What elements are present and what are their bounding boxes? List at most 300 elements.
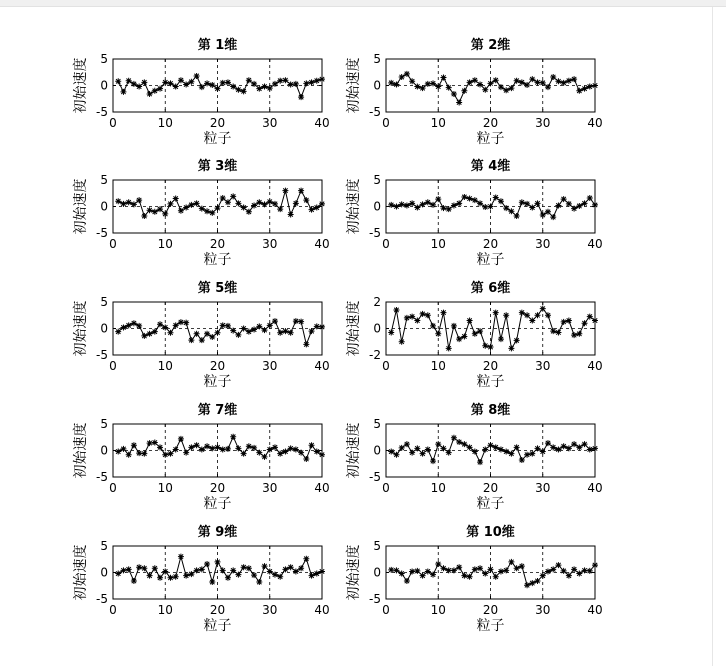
- chart-4-point-36: [571, 206, 577, 212]
- chart-4-point-12: [446, 206, 452, 212]
- chart-3-point-3: [126, 199, 132, 205]
- chart-6-point-32: [550, 328, 556, 334]
- chart-6-point-13: [451, 323, 457, 329]
- chart-8-point-27: [524, 452, 530, 458]
- chart-10-point-2: [393, 567, 399, 573]
- chart-5-point-4: [131, 320, 137, 326]
- chart-1-point-12: [173, 84, 179, 90]
- chart-3-point-25: [241, 205, 247, 211]
- chart-6-point-35: [566, 318, 572, 324]
- chart-6-point-20: [488, 344, 494, 350]
- chart-10-point-31: [545, 568, 551, 574]
- chart-2-point-25: [514, 78, 520, 84]
- chart-1-point-38: [309, 79, 315, 85]
- chart-7: [72, 402, 330, 512]
- chart-7-point-40: [319, 452, 325, 458]
- chart-5-point-18: [204, 331, 210, 337]
- chart-3-point-1: [115, 198, 121, 204]
- chart-9: [72, 524, 330, 634]
- chart-10-point-34: [561, 568, 567, 574]
- chart-8-ytick-label: -5: [369, 470, 381, 484]
- chart-2-point-15: [461, 88, 467, 94]
- chart-1-point-33: [282, 77, 288, 83]
- chart-5-point-20: [215, 330, 221, 336]
- chart-3-xtick-label: 0: [109, 237, 117, 251]
- chart-4-point-26: [519, 199, 525, 205]
- chart-4-point-31: [545, 209, 551, 215]
- chart-2-ytick-label: 0: [373, 78, 381, 93]
- chart-1-point-7: [147, 91, 153, 97]
- chart-4-point-28: [529, 205, 535, 211]
- chart-7-point-24: [235, 445, 241, 451]
- chart-7-point-39: [314, 449, 320, 455]
- chart-4-point-32: [550, 214, 556, 220]
- chart-2-ytick-label: -5: [369, 105, 381, 119]
- chart-10-point-40: [592, 562, 598, 568]
- chart-4: [345, 158, 603, 268]
- chart-7-point-22: [225, 446, 231, 452]
- chart-5-xtick-label: 40: [314, 359, 330, 373]
- chart-8-point-2: [393, 452, 399, 458]
- chart-8-title: 第 8维: [470, 403, 511, 418]
- chart-3-point-17: [199, 206, 205, 212]
- chart-2-point-26: [519, 79, 525, 85]
- chart-1-point-5: [136, 84, 142, 90]
- chart-2-point-14: [456, 99, 462, 105]
- chart-8-point-18: [477, 459, 483, 465]
- chart-2-point-38: [582, 86, 588, 92]
- chart-10-point-4: [404, 578, 410, 584]
- chart-2-point-3: [399, 74, 405, 80]
- chart-1-point-22: [225, 79, 231, 85]
- chart-10-title: 第 10维: [466, 525, 515, 540]
- chart-1-point-14: [183, 81, 189, 87]
- chart-6-ytick-label: -2: [369, 348, 381, 362]
- chart-5-point-26: [246, 329, 252, 335]
- chart-10-ytick-label: 5: [373, 539, 381, 553]
- chart-10: [345, 524, 603, 634]
- chart-4-point-38: [582, 200, 588, 206]
- chart-8-xtick-label: 40: [587, 481, 603, 495]
- chart-2-point-36: [571, 76, 577, 82]
- chart-9-point-6: [141, 565, 147, 571]
- chart-5-point-34: [288, 330, 294, 336]
- chart-10-point-39: [587, 568, 593, 574]
- chart-4-xtick-label: 30: [535, 237, 551, 251]
- chart-10-point-9: [430, 572, 436, 578]
- chart-8-point-36: [571, 441, 577, 447]
- chart-1-point-6: [141, 79, 147, 85]
- chart-3-point-33: [282, 188, 288, 194]
- chart-9-point-13: [178, 554, 184, 560]
- chart-9-title: 第 9维: [197, 525, 238, 540]
- chart-2-point-35: [566, 78, 572, 84]
- chart-4-ylabel: 初始速度: [346, 178, 362, 235]
- chart-7-point-16: [194, 442, 200, 448]
- chart-7-point-29: [262, 454, 268, 460]
- chart-4-ytick-label: 0: [373, 199, 381, 214]
- chart-2-point-30: [540, 80, 546, 86]
- chart-2-point-32: [550, 74, 556, 80]
- chart-3-point-31: [272, 201, 278, 207]
- chart-5-point-2: [120, 324, 126, 330]
- chart-7-point-17: [199, 446, 205, 452]
- chart-8-point-4: [404, 441, 410, 447]
- chart-6-xtick-label: 0: [382, 359, 390, 373]
- chart-1-point-36: [298, 94, 304, 100]
- chart-3-point-2: [120, 201, 126, 207]
- chart-9-point-26: [246, 565, 252, 571]
- chart-9-point-14: [183, 573, 189, 579]
- chart-5-ytick-label: 0: [100, 321, 108, 336]
- chart-1-point-37: [303, 80, 309, 86]
- chart-5-point-28: [256, 323, 262, 329]
- chart-9-point-7: [147, 573, 153, 579]
- chart-9-xtick-label: 20: [209, 603, 226, 617]
- chart-9-point-36: [298, 565, 304, 571]
- chart-7-point-7: [147, 440, 153, 446]
- chart-6-point-37: [576, 331, 582, 337]
- chart-10-point-23: [503, 567, 509, 573]
- chart-10-xtick-label: 10: [430, 603, 446, 617]
- chart-5-point-7: [147, 331, 153, 337]
- chart-9-point-12: [173, 574, 179, 580]
- chart-7-point-12: [173, 446, 179, 452]
- chart-10-point-30: [540, 573, 546, 579]
- chart-5-point-40: [319, 324, 325, 330]
- chart-4-point-14: [456, 200, 462, 206]
- chart-4-point-19: [482, 204, 488, 210]
- chart-3-point-24: [235, 200, 241, 206]
- chart-2-point-8: [425, 81, 431, 87]
- chart-4-xtick-label: 40: [587, 237, 603, 251]
- chart-4-xtick-label: 10: [430, 237, 446, 251]
- chart-5-point-37: [303, 341, 309, 347]
- chart-9-point-3: [126, 566, 132, 572]
- chart-1-point-18: [204, 80, 210, 86]
- chart-7-xtick-label: 20: [209, 481, 226, 495]
- chart-6-point-24: [508, 345, 514, 351]
- chart-2-point-40: [592, 83, 598, 89]
- chart-2-point-17: [472, 77, 478, 83]
- chart-3-point-16: [194, 200, 200, 206]
- chart-5-point-24: [235, 332, 241, 338]
- chart-8-point-23: [503, 449, 509, 455]
- chart-6-xlabel: 粒子: [476, 374, 505, 390]
- chart-1-point-29: [262, 84, 268, 90]
- chart-10-point-29: [535, 578, 541, 584]
- chart-9-point-40: [319, 568, 325, 574]
- chart-3-point-9: [157, 206, 163, 212]
- chart-9-point-15: [188, 571, 194, 577]
- chart-8-point-26: [519, 457, 525, 463]
- chart-1-point-11: [167, 80, 173, 86]
- chart-2-point-11: [440, 75, 446, 81]
- chart-3-title: 第 3维: [197, 159, 238, 174]
- chart-7-point-26: [246, 443, 252, 449]
- chart-1-point-32: [277, 78, 283, 84]
- chart-8-point-38: [582, 441, 588, 447]
- chart-6-point-7: [420, 311, 426, 317]
- chart-2-point-20: [488, 80, 494, 86]
- chart-5-ylabel: 初始速度: [73, 300, 89, 357]
- chart-6-point-21: [493, 310, 499, 316]
- chart-5-point-6: [141, 333, 147, 339]
- chart-8-xtick-label: 30: [535, 481, 551, 495]
- chart-9-point-20: [215, 559, 221, 565]
- chart-6-point-5: [409, 314, 415, 320]
- chart-1-point-15: [188, 79, 194, 85]
- chart-1-ytick-label: 0: [100, 78, 108, 93]
- chart-7-ytick-label: 5: [100, 417, 108, 431]
- chart-3-ylabel: 初始速度: [73, 178, 89, 235]
- chart-6-point-33: [555, 329, 561, 335]
- chart-10-point-5: [409, 568, 415, 574]
- chart-5-point-27: [251, 327, 257, 333]
- chart-3-point-22: [225, 199, 231, 205]
- chart-2-point-5: [409, 78, 415, 84]
- chart-7-point-36: [298, 450, 304, 456]
- chart-4-point-37: [576, 203, 582, 209]
- chart-3-point-26: [246, 209, 252, 215]
- chart-8-point-29: [535, 445, 541, 451]
- chart-6-point-28: [529, 318, 535, 324]
- chart-3-point-35: [293, 200, 299, 206]
- chart-2-point-24: [508, 85, 514, 91]
- chart-9-point-8: [152, 565, 158, 571]
- chart-10-point-13: [451, 567, 457, 573]
- chart-10-point-20: [488, 566, 494, 572]
- chart-6-point-10: [435, 331, 441, 337]
- chart-9-point-24: [235, 572, 241, 578]
- chart-6-point-3: [399, 339, 405, 345]
- chart-5-xlabel: 粒子: [203, 374, 232, 390]
- chart-6: [345, 280, 603, 390]
- chart-8-point-39: [587, 446, 593, 452]
- chart-9-xlabel: 粒子: [203, 618, 232, 634]
- chart-3-point-13: [178, 208, 184, 214]
- chart-7-point-28: [256, 450, 262, 456]
- chart-9-point-32: [277, 574, 283, 580]
- chart-10-xtick-label: 0: [382, 603, 390, 617]
- chart-9-point-1: [115, 571, 121, 577]
- chart-2-xtick-label: 40: [587, 116, 603, 130]
- chart-9-point-9: [157, 575, 163, 581]
- chart-10-point-19: [482, 571, 488, 577]
- chart-7-point-19: [209, 445, 215, 451]
- chart-5-xtick-label: 20: [209, 359, 226, 373]
- chart-1: [72, 37, 330, 147]
- chart-6-point-31: [545, 312, 551, 318]
- chart-4-xtick-label: 0: [382, 237, 390, 251]
- chart-5-point-21: [220, 322, 226, 328]
- chart-1-xtick-label: 20: [209, 116, 226, 130]
- chart-3-point-6: [141, 213, 147, 219]
- chart-1-ytick-label: 5: [100, 52, 108, 66]
- chart-4-point-23: [503, 205, 509, 211]
- chart-6-xtick-label: 30: [535, 359, 551, 373]
- chart-10-point-35: [566, 573, 572, 579]
- chart-4-point-27: [524, 201, 530, 207]
- chart-4-point-21: [493, 194, 499, 200]
- chart-7-ytick-label: -5: [96, 470, 108, 484]
- chart-6-point-17: [472, 331, 478, 337]
- chart-7-xtick-label: 40: [314, 481, 330, 495]
- chart-3-point-32: [277, 206, 283, 212]
- chart-6-point-9: [430, 323, 436, 329]
- chart-5-point-16: [194, 331, 200, 337]
- chart-8-point-9: [430, 458, 436, 464]
- chart-5-point-30: [267, 322, 273, 328]
- chart-6-ylabel: 初始速度: [346, 300, 362, 357]
- chart-1-point-2: [120, 89, 126, 95]
- chart-3-point-40: [319, 201, 325, 207]
- chart-3-point-37: [303, 197, 309, 203]
- chart-9-point-21: [220, 567, 226, 573]
- chart-10-point-28: [529, 580, 535, 586]
- chart-6-point-2: [393, 307, 399, 313]
- chart-7-point-25: [241, 451, 247, 457]
- chart-3-point-34: [288, 211, 294, 217]
- chart-8-point-37: [576, 444, 582, 450]
- chart-10-xlabel: 粒子: [476, 618, 505, 634]
- chart-6-point-6: [414, 318, 420, 324]
- chart-3-point-8: [152, 209, 158, 215]
- chart-9-point-10: [162, 568, 168, 574]
- chart-1-point-25: [241, 88, 247, 94]
- chart-7-point-4: [131, 442, 137, 448]
- chart-8-point-30: [540, 449, 546, 455]
- chart-2-point-4: [404, 71, 410, 77]
- chart-5-xtick-label: 30: [262, 359, 278, 373]
- chart-6-point-26: [519, 310, 525, 316]
- chart-10-xtick-label: 40: [587, 603, 603, 617]
- chart-3-point-19: [209, 210, 215, 216]
- chart-8-ylabel: 初始速度: [346, 422, 362, 479]
- chart-2-point-23: [503, 87, 509, 93]
- chart-2-point-33: [555, 78, 561, 84]
- chart-6-point-30: [540, 306, 546, 312]
- chart-6-point-19: [482, 343, 488, 349]
- chart-7-point-8: [152, 440, 158, 446]
- chart-10-point-1: [388, 567, 394, 573]
- chart-6-xtick-label: 20: [482, 359, 499, 373]
- chart-9-point-25: [241, 564, 247, 570]
- chart-7-title: 第 7维: [197, 403, 238, 418]
- chart-5-point-39: [314, 323, 320, 329]
- chart-7-point-15: [188, 444, 194, 450]
- chart-4-point-29: [535, 200, 541, 206]
- chart-3-point-39: [314, 205, 320, 211]
- chart-9-point-4: [131, 578, 137, 584]
- chart-10-point-32: [550, 566, 556, 572]
- chart-10-point-38: [582, 567, 588, 573]
- chart-10-point-37: [576, 571, 582, 577]
- chart-6-ytick-label: 2: [373, 295, 381, 309]
- chart-9-point-11: [167, 575, 173, 581]
- chart-3-point-38: [309, 207, 315, 213]
- chart-9-xtick-label: 40: [314, 603, 330, 617]
- chart-1-point-39: [314, 78, 320, 84]
- chart-7-point-11: [167, 451, 173, 457]
- chart-1-point-16: [194, 73, 200, 79]
- chart-2-point-21: [493, 77, 499, 83]
- chart-3-point-15: [188, 202, 194, 208]
- chart-7-point-33: [282, 449, 288, 455]
- chart-5-point-14: [183, 320, 189, 326]
- chart-7-point-23: [230, 434, 236, 440]
- chart-10-point-17: [472, 566, 478, 572]
- chart-1-point-10: [162, 79, 168, 85]
- chart-5-point-10: [162, 324, 168, 330]
- chart-3-point-7: [147, 207, 153, 213]
- chart-5-ytick-label: 5: [100, 295, 108, 309]
- chart-2-point-27: [524, 82, 530, 88]
- chart-6-point-40: [592, 318, 598, 324]
- chart-4-point-9: [430, 202, 436, 208]
- chart-7-point-34: [288, 445, 294, 451]
- chart-4-point-24: [508, 208, 514, 214]
- chart-10-ytick-label: -5: [369, 592, 381, 606]
- chart-3-point-11: [167, 201, 173, 207]
- chart-1-xtick-label: 40: [314, 116, 330, 130]
- chart-8-point-12: [446, 450, 452, 456]
- chart-9-point-38: [309, 573, 315, 579]
- chart-7-point-6: [141, 451, 147, 457]
- chart-10-point-15: [461, 573, 467, 579]
- chart-3-point-28: [256, 199, 262, 205]
- chart-3-point-12: [173, 196, 179, 202]
- chart-2-point-19: [482, 87, 488, 93]
- chart-2-point-16: [467, 79, 473, 85]
- chart-9-xtick-label: 30: [262, 603, 278, 617]
- chart-1-point-31: [272, 81, 278, 87]
- chart-2-point-1: [388, 80, 394, 86]
- chart-3-ytick-label: 5: [100, 173, 108, 187]
- chart-2-xtick-label: 0: [382, 116, 390, 130]
- chart-5-point-23: [230, 328, 236, 334]
- chart-5-point-19: [209, 334, 215, 340]
- chart-8-point-5: [409, 450, 415, 456]
- chart-3-point-4: [131, 201, 137, 207]
- chart-2-point-10: [435, 84, 441, 90]
- chart-8-point-14: [456, 439, 462, 445]
- chart-8-ytick-label: 0: [373, 443, 381, 458]
- chart-2-xtick-label: 10: [430, 116, 446, 130]
- chart-9-point-19: [209, 579, 215, 585]
- chart-10-point-12: [446, 567, 452, 573]
- chart-3-point-21: [220, 195, 226, 201]
- chart-8-point-1: [388, 449, 394, 455]
- chart-1-xlabel: 粒子: [203, 131, 232, 147]
- chart-6-point-38: [582, 320, 588, 326]
- chart-10-point-27: [524, 582, 530, 588]
- chart-5-point-29: [262, 327, 268, 333]
- chart-6-point-8: [425, 312, 431, 318]
- chart-3-point-29: [262, 201, 268, 207]
- chart-10-point-24: [508, 559, 514, 565]
- chart-2: [345, 37, 603, 147]
- chart-6-point-15: [461, 333, 467, 339]
- chart-4-point-6: [414, 205, 420, 211]
- chart-4-point-17: [472, 197, 478, 203]
- chart-5-point-35: [293, 318, 299, 324]
- chart-2-title: 第 2维: [470, 38, 511, 53]
- chart-4-point-10: [435, 196, 441, 202]
- chart-5-point-12: [173, 322, 179, 328]
- chart-7-point-10: [162, 452, 168, 458]
- chart-10-point-8: [425, 568, 431, 574]
